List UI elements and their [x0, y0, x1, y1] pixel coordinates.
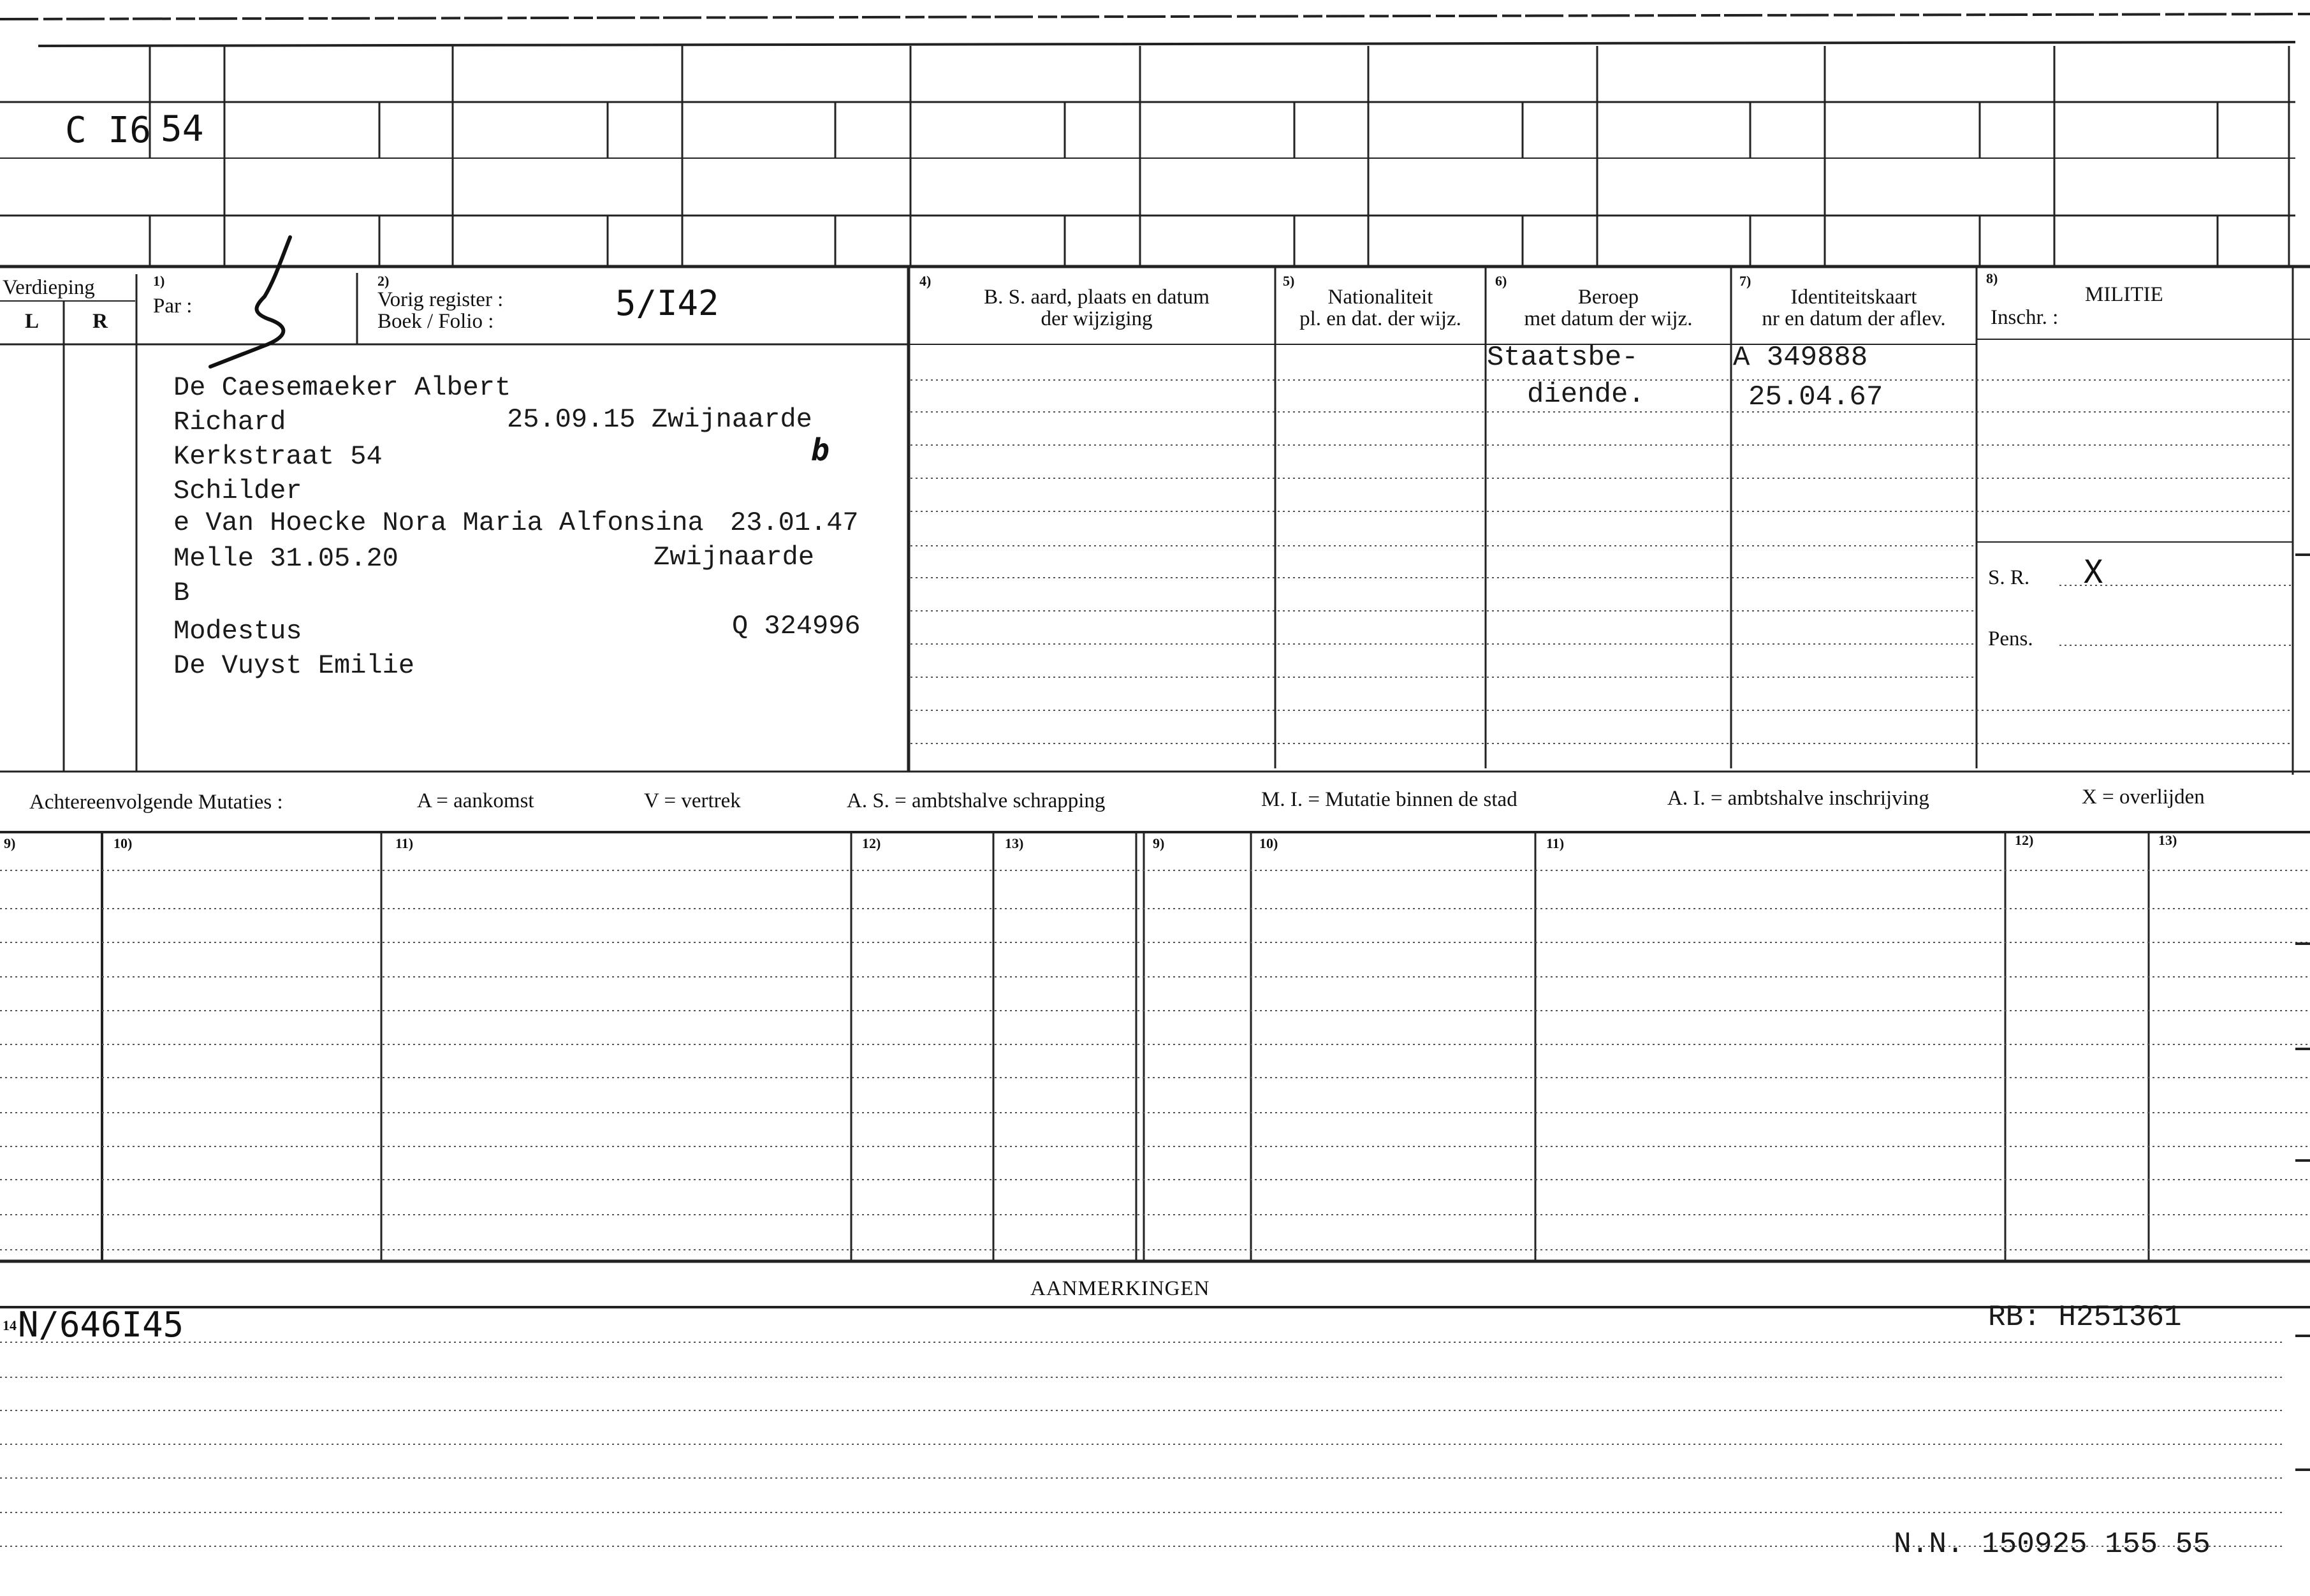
rijksregister-number: RB: H251361: [1988, 1301, 2182, 1334]
beroep-header-line1: Beroep: [1577, 286, 1639, 309]
col8-number: 8): [1986, 270, 1998, 286]
person-address-mark: b: [811, 432, 830, 468]
aanmerkingen-title: AANMERKINGEN: [1030, 1277, 1210, 1300]
vorig-register-value: 5/I42: [615, 283, 719, 323]
col7-number: 7): [1739, 273, 1751, 289]
vorig-register-label: Vorig register :: [377, 288, 504, 311]
bs-header-line2: der wijziging: [1041, 307, 1153, 330]
pens-label: Pens.: [1988, 627, 2033, 650]
legend-mutatie-binnen-stad: M. I. = Mutatie binnen de stad: [1261, 788, 1517, 811]
mut-col12-left: 12): [862, 835, 881, 851]
person-spouse-residence: Zwijnaarde: [654, 542, 815, 573]
mut-col13-left: 13): [1005, 835, 1024, 851]
verdieping-l-header: L: [24, 310, 39, 333]
boek-folio-label: Boek / Folio :: [377, 310, 494, 333]
verdieping-r-header: R: [92, 310, 108, 333]
mut-col13-right: 13): [2158, 832, 2177, 848]
col5-number: 5): [1283, 273, 1295, 289]
nationaliteit-header-line2: pl. en dat. der wijz.: [1299, 307, 1461, 330]
identiteitskaart-header-line2: nr en datum der aflev.: [1762, 307, 1946, 330]
beroep-header-line2: met datum der wijz.: [1524, 307, 1693, 330]
militie-header: MILITIE: [2085, 283, 2163, 306]
col2-number: 2): [377, 273, 390, 289]
person-surname-firstname: De Caesemaeker Albert: [173, 372, 511, 403]
mutaties-title: Achtereenvolgende Mutaties :: [29, 791, 283, 814]
person-code-b: B: [173, 578, 190, 608]
mut-col9-left: 9): [4, 835, 16, 851]
sr-value: X: [2084, 553, 2103, 590]
person-parent-code: Q 324996: [732, 611, 861, 641]
person-address: Kerkstraat 54: [173, 441, 383, 472]
mut-col11-left: 11): [395, 835, 414, 851]
col4-number: 4): [919, 273, 932, 289]
col6-number: 6): [1495, 273, 1507, 289]
beroep-value-line1: Staatsbe-: [1487, 342, 1639, 374]
national-number: N.N. 150925 155 55: [1894, 1528, 2211, 1561]
identiteitskaart-header-line1: Identiteitskaart: [1790, 286, 1917, 309]
person-parent-name: Modestus: [173, 616, 302, 647]
nationaliteit-header-line1: Nationaliteit: [1327, 286, 1433, 309]
verdieping-header: Verdieping: [3, 276, 95, 299]
card-code-number: 54: [161, 108, 204, 150]
person-second-name: Richard: [173, 407, 286, 437]
person-spouse-birth: Melle 31.05.20: [173, 543, 398, 574]
legend-vertrek: V = vertrek: [644, 789, 741, 812]
legend-ambtshalve-schrapping: A. S. = ambtshalve schrapping: [847, 789, 1106, 812]
beroep-value-line2: diende.: [1527, 379, 1645, 411]
legend-aankomst: A = aankomst: [417, 789, 534, 812]
mut-col12-right: 12): [2015, 832, 2034, 848]
identiteitskaart-number: A 349888: [1733, 342, 1868, 374]
person-birth: 25.09.15 Zwijnaarde: [507, 404, 812, 435]
identiteitskaart-date: 25.04.67: [1748, 381, 1883, 413]
bs-header-line1: B. S. aard, plaats en datum: [984, 286, 1210, 309]
col14-number: 14: [3, 1317, 17, 1333]
mut-col10-right: 10): [1259, 835, 1278, 851]
par-label: Par :: [153, 295, 193, 318]
person-spouse: e Van Hoecke Nora Maria Alfonsina: [173, 508, 704, 538]
card-code-prefix: C I6: [65, 110, 151, 151]
mut-col11-right: 11): [1546, 835, 1565, 851]
inschr-label: Inschr. :: [1991, 306, 2059, 329]
sr-label: S. R.: [1988, 566, 2030, 589]
legend-overlijden: X = overlijden: [2082, 786, 2205, 809]
person-occupation: Schilder: [173, 476, 302, 506]
person-marriage-date: 23.01.47: [730, 508, 859, 538]
legend-ambtshalve-inschrijving: A. I. = ambtshalve inschrijving: [1667, 787, 1929, 810]
mut-col9-right: 9): [1153, 835, 1165, 851]
col1-number: 1): [153, 273, 165, 289]
person-mother-name: De Vuyst Emilie: [173, 650, 415, 681]
aanmerkingen-code: N/646I45: [18, 1305, 184, 1345]
mut-col10-left: 10): [113, 835, 133, 851]
